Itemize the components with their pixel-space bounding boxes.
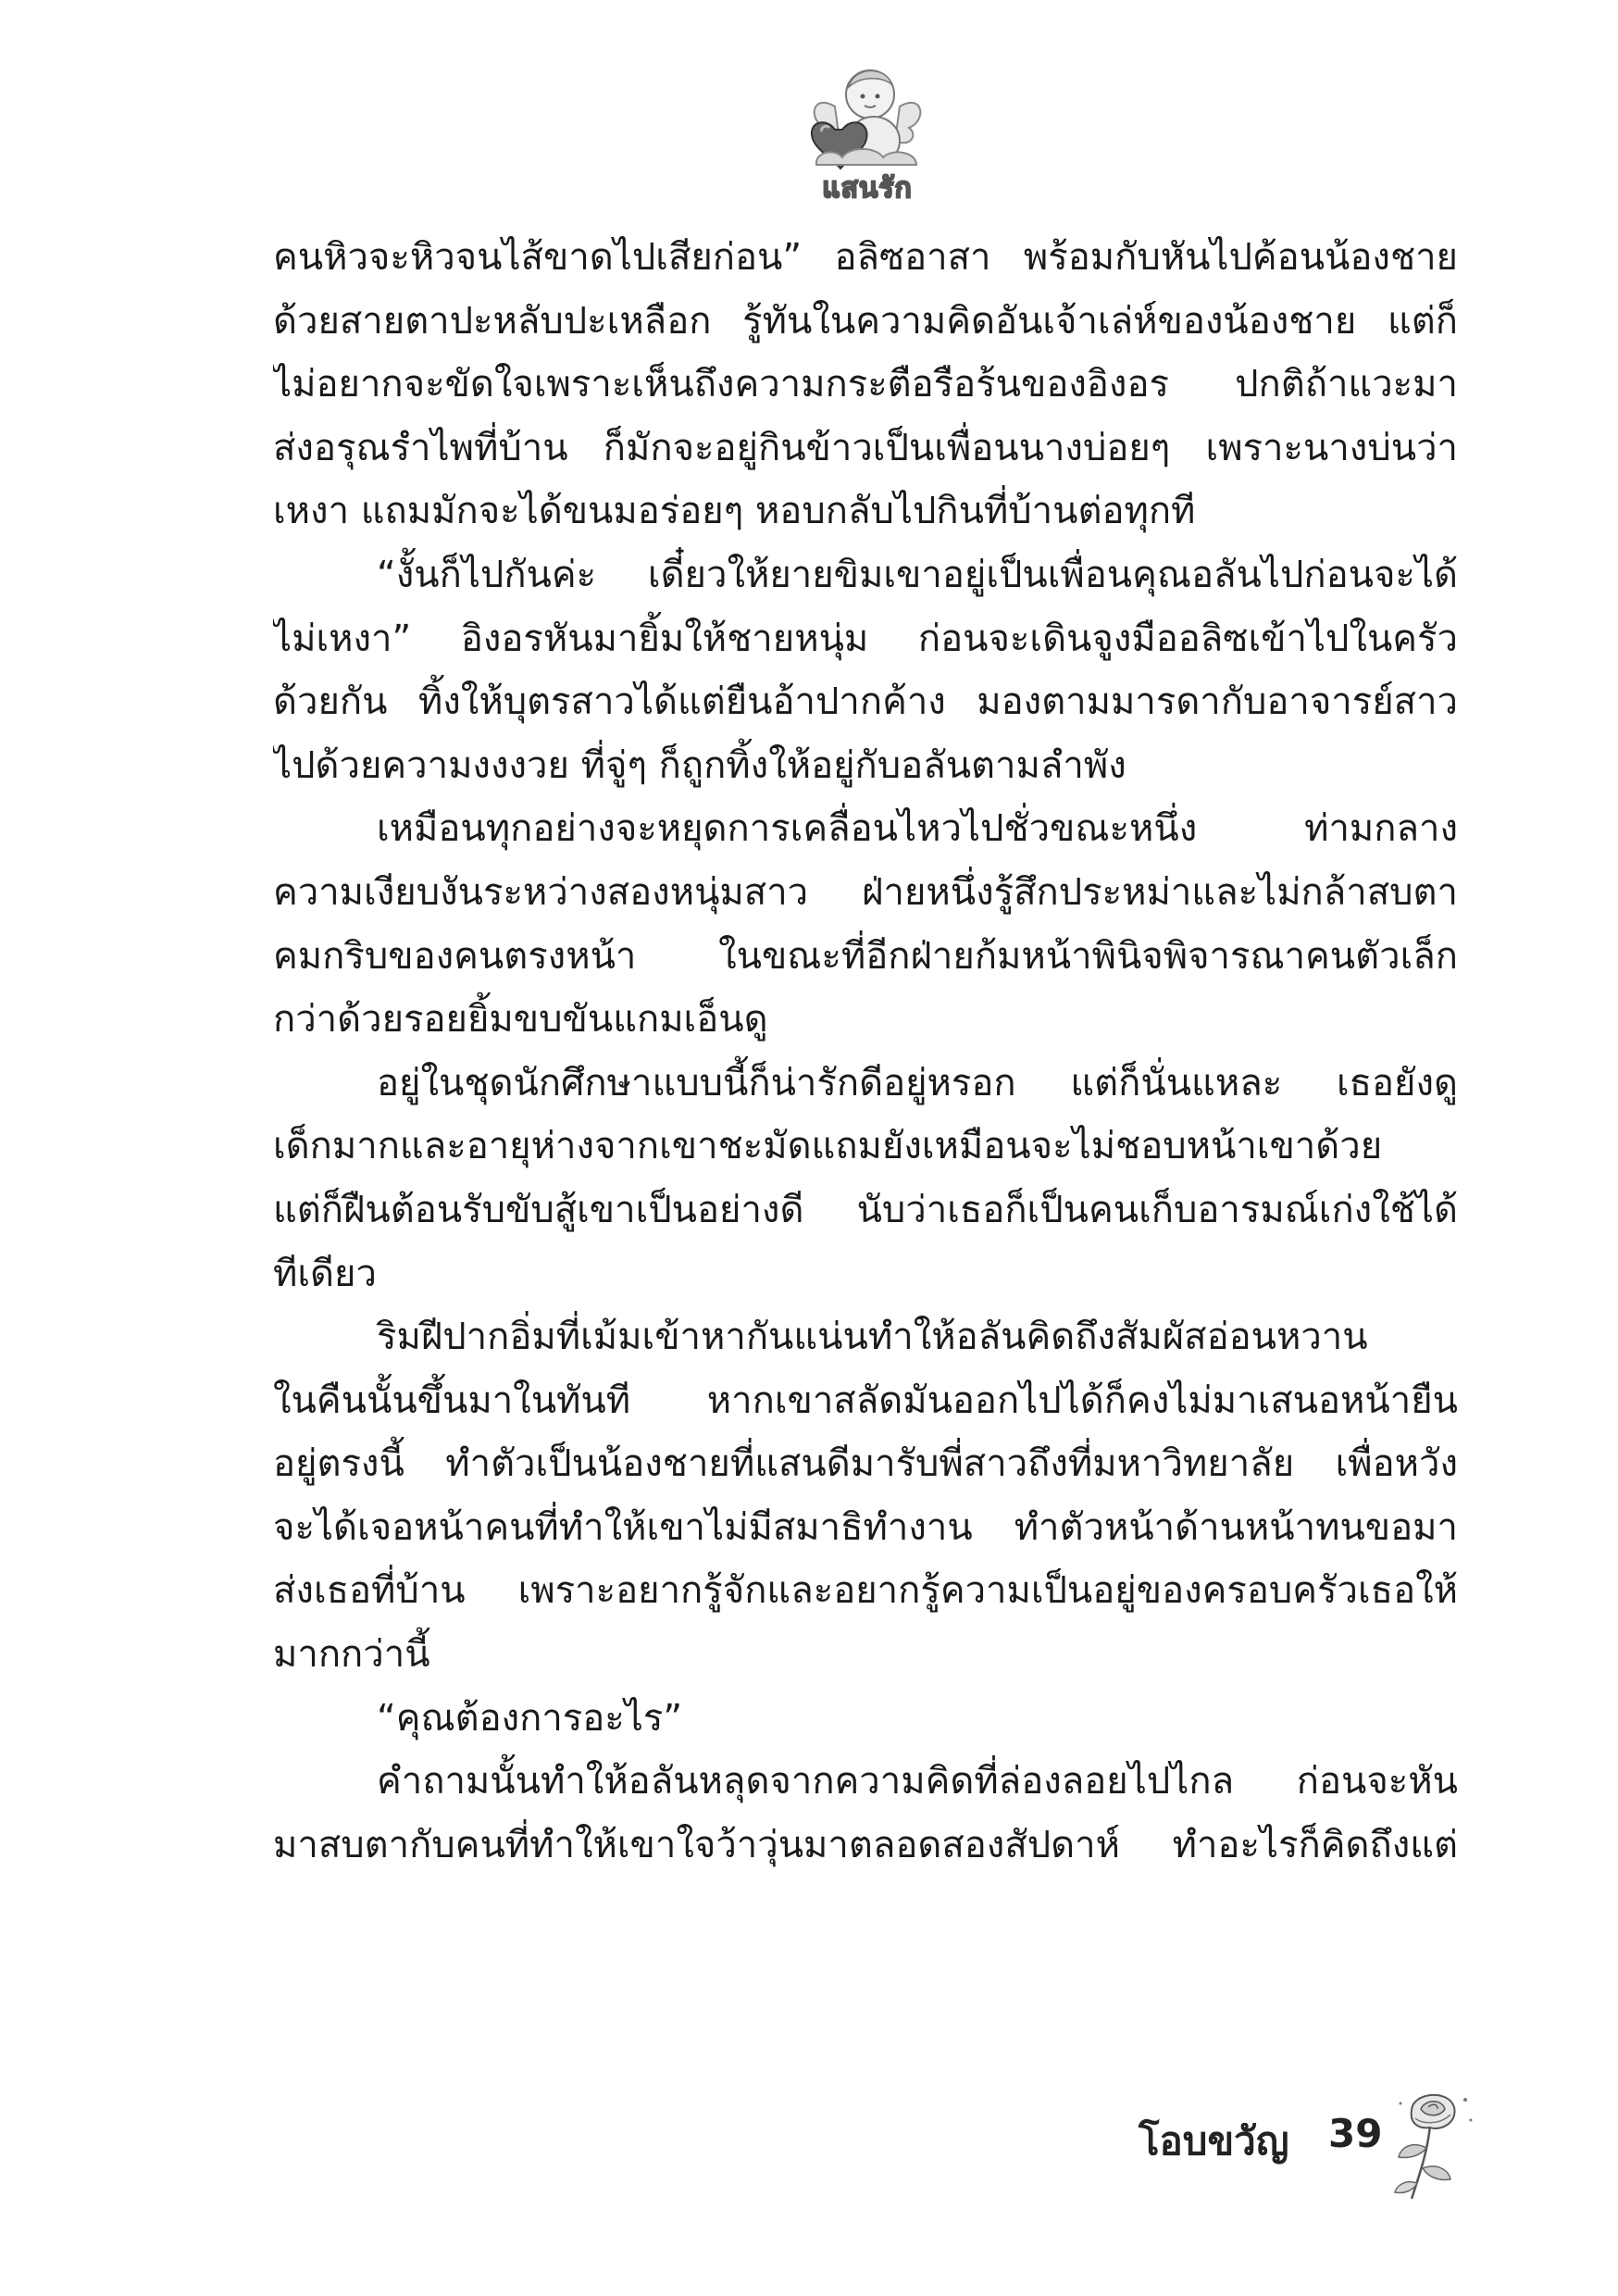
text-line: คำถามนั้นทำให้อลันหลุดจากความคิดที่ล่องลอยไปไกล ก่อนจะหัน [377, 1760, 1458, 1803]
rose-icon [1384, 2083, 1486, 2203]
text-line: ส่งเธอที่บ้าน เพราะอยากรู้จักและอยากรู้ความเป็นอยู่ของครอบครัวเธอให้ [273, 1569, 1458, 1613]
logo-text: แสนรัก [822, 172, 913, 205]
text-line: เหงา แถมมักจะได้ขนมอร่อยๆ หอบกลับไปกินที่บ้านต่อทุกที [273, 490, 1196, 533]
text-line: “งั้นก็ไปกันค่ะ เดี๋ยวให้ยายขิมเขาอยู่เป็นเพื่อนคุณอลันไปก่อนจะได้ [377, 553, 1458, 596]
text-line: อยู่ในชุดนักศึกษาแบบนี้ก็น่ารักดีอยู่หรอก แต่ก็นั่นแหละ เธอยังดู [377, 1061, 1458, 1104]
text-line: อยู่ตรงนี้ ทำตัวเป็นน้องชายที่แสนดีมารับพี่สาวถึงที่มหาวิทยาลัย เพื่อหวัง [273, 1442, 1458, 1486]
text-line: คมกริบของคนตรงหน้า ในขณะที่อีกฝ่ายก้มหน้าพินิจพิจารณาคนตัวเล็ก [273, 934, 1458, 978]
body-text [273, 226, 1458, 1877]
text-line: ในคืนนั้นขึ้นมาในทันที หากเขาสลัดมันออกไปได้ก็คงไม่มาเสนอหน้ายืน [273, 1379, 1458, 1422]
text-line: แต่ก็ฝืนต้อนรับขับสู้เขาเป็นอย่างดี นับว่าเธอก็เป็นคนเก็บอารมณ์เก่งใช้ได้ [273, 1188, 1458, 1231]
book-title: โอบขวัญ [1139, 2118, 1289, 2164]
text-line: เหมือนทุกอย่างจะหยุดการเคลื่อนไหวไปชั่วขณะหนึ่ง ท่ามกลาง [377, 807, 1458, 851]
text-line: ด้วยสายตาปะหลับปะเหลือก รู้ทันในความคิดอันเจ้าเล่ห์ของน้องชาย แต่ก็ [273, 299, 1458, 343]
text-line: จะได้เจอหน้าคนที่ทำให้เขาไม่มีสมาธิทำงาน ทำตัวหน้าด้านหน้าทนขอมา [273, 1505, 1458, 1549]
text-line: ส่งอรุณรำไพที่บ้าน ก็มักจะอยู่กินข้าวเป็นเพื่อนนางบ่อยๆ เพราะนางบ่นว่า [273, 426, 1458, 469]
text-line: ทีเดียว [273, 1252, 377, 1295]
text-line: ไม่เหงา” อิงอรหันมายิ้มให้ชายหนุ่ม ก่อนจะเดินจูงมืออลิซเข้าไปในครัว [273, 617, 1458, 660]
text-line: ไม่อยากจะขัดใจเพราะเห็นถึงความกระตือรือร้นของอิงอร ปกติถ้าแวะมา [273, 363, 1458, 406]
text-line: “คุณต้องการอะไร” [377, 1696, 683, 1740]
page-footer [1139, 2083, 1527, 2194]
header-logo [798, 56, 937, 204]
text-line: เด็กมากและอายุห่างจากเขาชะมัดแถมยังเหมือนจะไม่ชอบหน้าเขาด้วย [273, 1125, 1383, 1168]
text-line: ความเงียบงันระหว่างสองหนุ่มสาว ฝ่ายหนึ่งรู้สึกประหม่าและไม่กล้าสบตา [273, 870, 1458, 914]
text-line: ด้วยกัน ทิ้งให้บุตรสาวได้แต่ยืนอ้าปากค้าง มองตามมารดากับอาจารย์สาว [273, 680, 1458, 724]
text-line: ริมฝีปากอิ่มที่เม้มเข้าหากันแน่นทำให้อลันคิดถึงสัมผัสอ่อนหวาน [377, 1316, 1368, 1359]
text-line: มาสบตากับคนที่ทำให้เขาใจว้าวุ่นมาตลอดสองสัปดาห์ ทำอะไรก็คิดถึงแต่ [273, 1823, 1458, 1866]
page-number: 39 [1328, 2111, 1383, 2156]
text-line: ไปด้วยความงงงวย ที่จู่ๆ ก็ถูกทิ้งให้อยู่กับอลันตามลำพัง [273, 743, 1126, 787]
text-line: กว่าด้วยรอยยิ้มขบขันแกมเอ็นดู [273, 998, 768, 1042]
text-line: มากกว่านี้ [273, 1633, 430, 1677]
text-line: คนหิวจะหิวจนไส้ขาดไปเสียก่อน” อลิซอาสา พร้อมกับหันไปค้อนน้องชาย [273, 236, 1458, 279]
